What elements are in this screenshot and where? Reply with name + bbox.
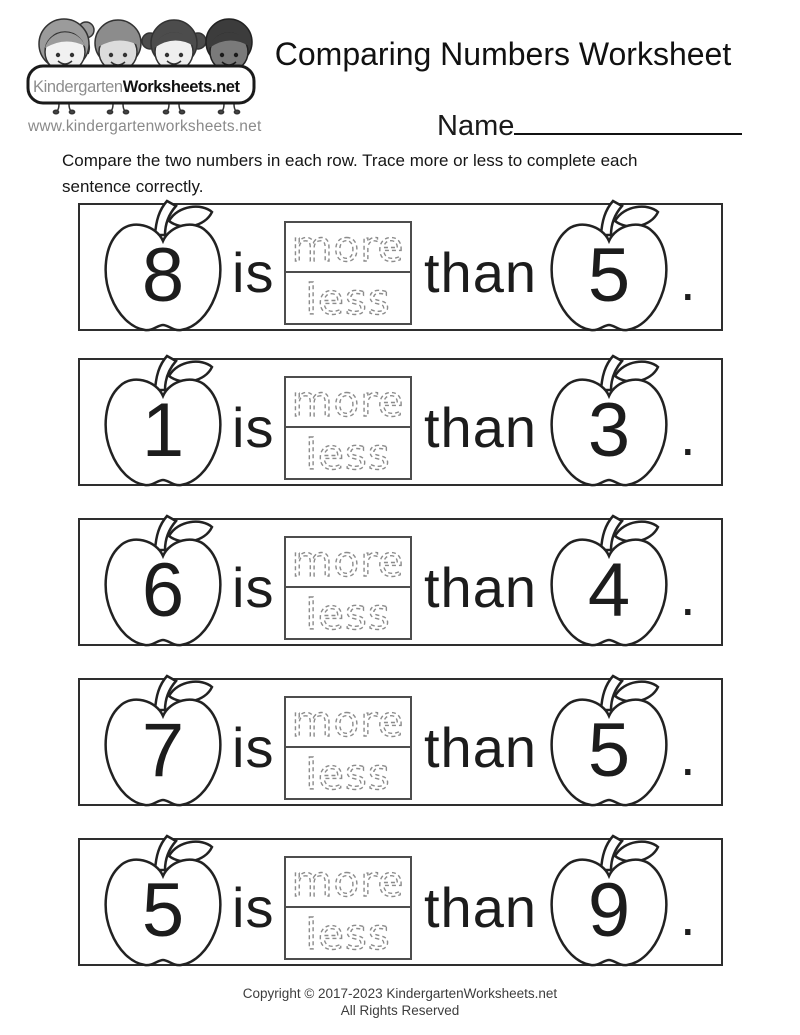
apple-icon <box>542 832 676 976</box>
comparison-row <box>78 203 723 331</box>
trace-word-more: more <box>291 539 405 585</box>
word-is: is <box>232 556 275 619</box>
apple-icon <box>96 352 230 496</box>
left-number: 1 <box>141 388 185 473</box>
logo-url: www.kindergartenworksheets.net <box>28 118 262 135</box>
apple-icon <box>542 512 676 656</box>
sentence-period: . <box>680 249 696 312</box>
kid-girl-ponytail-icon <box>39 19 94 72</box>
trace-word-more: more <box>291 859 405 905</box>
trace-more-cell <box>286 858 410 908</box>
footer-copyright: Copyright © 2017-2023 KindergartenWorksheets.net <box>242 986 558 1001</box>
trace-more-cell <box>286 223 410 273</box>
name-blank <box>514 104 742 135</box>
word-than: than <box>424 396 537 459</box>
trace-more-cell <box>286 378 410 428</box>
right-number: 4 <box>587 548 631 633</box>
word-is: is <box>232 396 275 459</box>
instructions-line-1: Compare the two numbers in each row. Trace more or less to complete each <box>62 151 638 170</box>
left-number: 5 <box>141 868 185 953</box>
more-less-trace-box <box>284 856 412 960</box>
trace-word-more: more <box>291 224 405 270</box>
footer-rights: All Rights Reserved <box>340 1003 460 1018</box>
trace-less-cell <box>286 908 410 958</box>
apple-icon <box>96 832 230 976</box>
trace-less-cell <box>286 428 410 478</box>
trace-word-less: less <box>305 275 391 322</box>
trace-more-cell <box>286 698 410 748</box>
apple-icon <box>542 352 676 496</box>
trace-less-cell <box>286 748 410 798</box>
apple-icon <box>542 672 676 816</box>
trace-word-less: less <box>305 430 391 477</box>
trace-word-more: more <box>291 379 405 425</box>
comparison-row <box>78 838 723 966</box>
apple-icon <box>96 672 230 816</box>
name-line <box>437 104 742 141</box>
left-number: 7 <box>141 708 185 793</box>
comparison-row <box>78 358 723 486</box>
sentence-period: . <box>680 724 696 787</box>
kid-boy-bowlcut-icon <box>95 20 141 71</box>
trace-less-cell <box>286 273 410 323</box>
trace-word-more: more <box>291 699 405 745</box>
sentence-period: . <box>680 404 696 467</box>
word-is: is <box>232 876 275 939</box>
more-less-trace-box <box>284 221 412 325</box>
trace-word-less: less <box>305 910 391 957</box>
left-number: 8 <box>141 233 185 318</box>
word-is: is <box>232 241 275 304</box>
kindergarten-worksheets-logo <box>26 14 258 118</box>
word-than: than <box>424 241 537 304</box>
name-label: Name <box>437 110 515 142</box>
trace-word-less: less <box>305 750 391 797</box>
word-than: than <box>424 876 537 939</box>
trace-more-cell <box>286 538 410 588</box>
trace-word-less: less <box>305 590 391 637</box>
page-title: Comparing Numbers Worksheet <box>274 36 732 72</box>
instructions <box>62 148 754 200</box>
word-than: than <box>424 556 537 619</box>
word-is: is <box>232 716 275 779</box>
right-number: 9 <box>587 868 631 953</box>
left-number: 6 <box>141 548 185 633</box>
right-number: 5 <box>587 233 631 318</box>
dangling-feet-icon <box>53 104 239 114</box>
more-less-trace-box <box>284 696 412 800</box>
word-than: than <box>424 716 537 779</box>
apple-icon <box>542 197 676 341</box>
comparison-row <box>78 678 723 806</box>
sentence-period: . <box>680 564 696 627</box>
instructions-line-2: sentence correctly. <box>62 177 204 196</box>
more-less-trace-box <box>284 376 412 480</box>
kid-girl-pigtails-icon <box>142 20 206 71</box>
right-number: 5 <box>587 708 631 793</box>
sentence-period: . <box>680 884 696 947</box>
kid-boy-curly-icon <box>206 19 252 71</box>
right-number: 3 <box>587 388 631 473</box>
more-less-trace-box <box>284 536 412 640</box>
comparison-row <box>78 518 723 646</box>
apple-icon <box>96 197 230 341</box>
worksheet-rows <box>78 203 723 966</box>
apple-icon <box>96 512 230 656</box>
logo-sign-text: KindergartenWorksheets.net <box>33 78 240 96</box>
trace-less-cell <box>286 588 410 638</box>
